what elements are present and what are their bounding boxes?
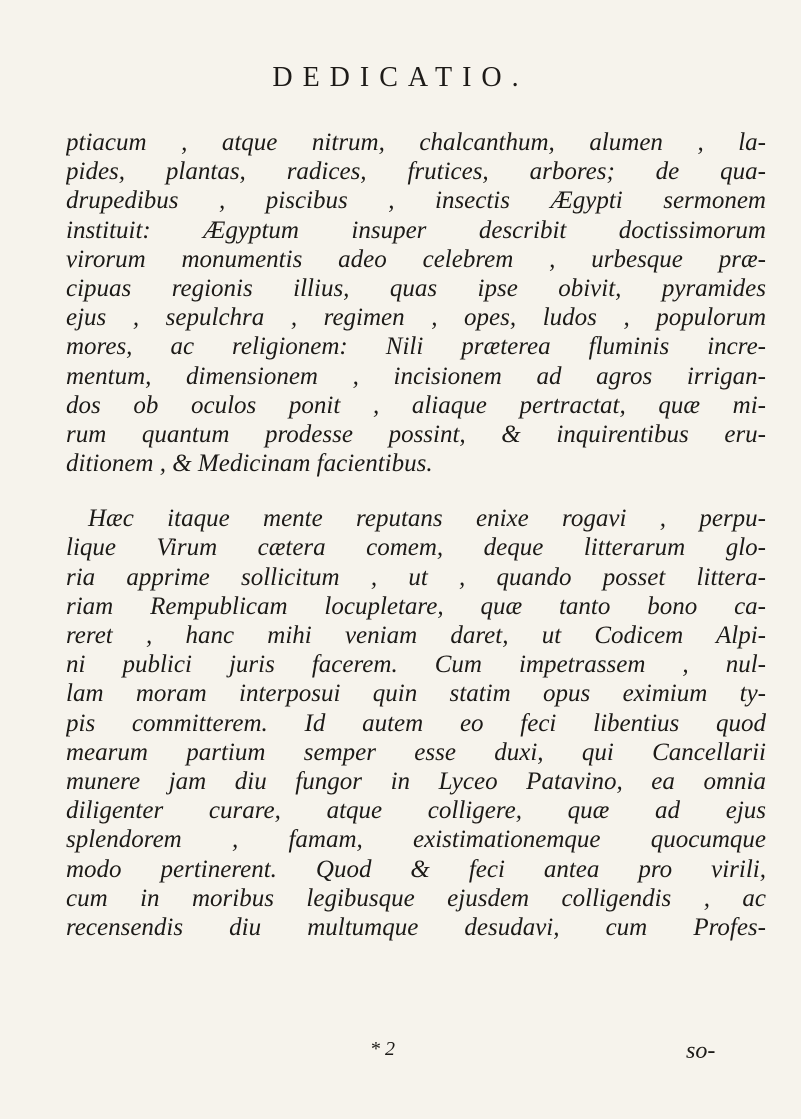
paragraph-gap [66, 478, 766, 504]
running-head: DEDICATIO. [272, 62, 529, 93]
text-line: cum in moribus legibusque ejusdem colligendis , ac [66, 884, 766, 912]
text-line: modo pertinerent. Quod & feci antea pro virili, [66, 855, 766, 883]
text-line: lam moram interposui quin statim opus eximium ty- [66, 680, 766, 708]
text-line: cipuas regionis illius, quas ipse obivit, pyramides [66, 274, 766, 302]
text-line: Hæc itaque mente reputans enixe rogavi , perpu- [88, 505, 766, 533]
text-line: ditionem , & Medicinam facientibus. [66, 450, 433, 478]
catchword: so- [686, 1038, 716, 1064]
text-line: virorum monumentis adeo celebrem , urbesque præ- [66, 245, 766, 273]
text-line: ejus , sepulchra , regimen , opes, ludos , populorum [66, 304, 766, 332]
text-line: diligenter curare, atque colligere, quæ ad ejus [66, 797, 766, 825]
text-line: reret , hanc mihi veniam daret, ut Codicem Alpi- [66, 622, 766, 649]
text-line: munere jam diu fungor in Lyceo Patavino, ea omnia [66, 767, 766, 795]
text-line: splendorem , famam, existimationemque quocumque [66, 826, 766, 854]
text-line: instituit: Ægyptum insuper describit doctissimorum [66, 216, 766, 244]
page-footer [0, 1038, 801, 1068]
text-line: mearum partium semper esse duxi, qui Cancellarii [66, 738, 766, 766]
text-line: lique Virum cætera comem, deque litterarum glo- [66, 534, 766, 562]
text-line: dos ob oculos ponit , aliaque pertractat, quæ mi- [66, 391, 766, 419]
text-line: ni publici juris facerem. Cum impetrassem , nul- [66, 651, 766, 679]
text-line: pis committerem. Id autem eo feci libentius quod [66, 709, 766, 737]
paragraph-1 [66, 128, 766, 478]
paragraph-2 [66, 504, 766, 942]
signature-mark: * 2 [370, 1038, 395, 1060]
text-line: mentum, dimensionem , incisionem ad agros irrigan- [66, 362, 766, 390]
dedication-text [66, 128, 766, 942]
text-line: rum quantum prodesse possint, & inquirentibus eru- [66, 420, 766, 448]
text-line: ptiacum , atque nitrum, chalcanthum, alumen , la- [66, 129, 766, 156]
text-line: mores, ac religionem: Nili præterea fluminis incre- [66, 333, 766, 361]
text-line: drupedibus , piscibus , insectis Ægypti sermonem [66, 187, 766, 215]
text-line: pides, plantas, radices, frutices, arbores; de qua- [66, 158, 766, 186]
text-line: riam Rempublicam locupletare, quæ tanto bono ca- [66, 592, 766, 620]
text-line: ria apprime sollicitum , ut , quando posset littera- [66, 563, 766, 591]
text-line: recensendis diu multumque desudavi, cum Profes- [66, 913, 766, 941]
